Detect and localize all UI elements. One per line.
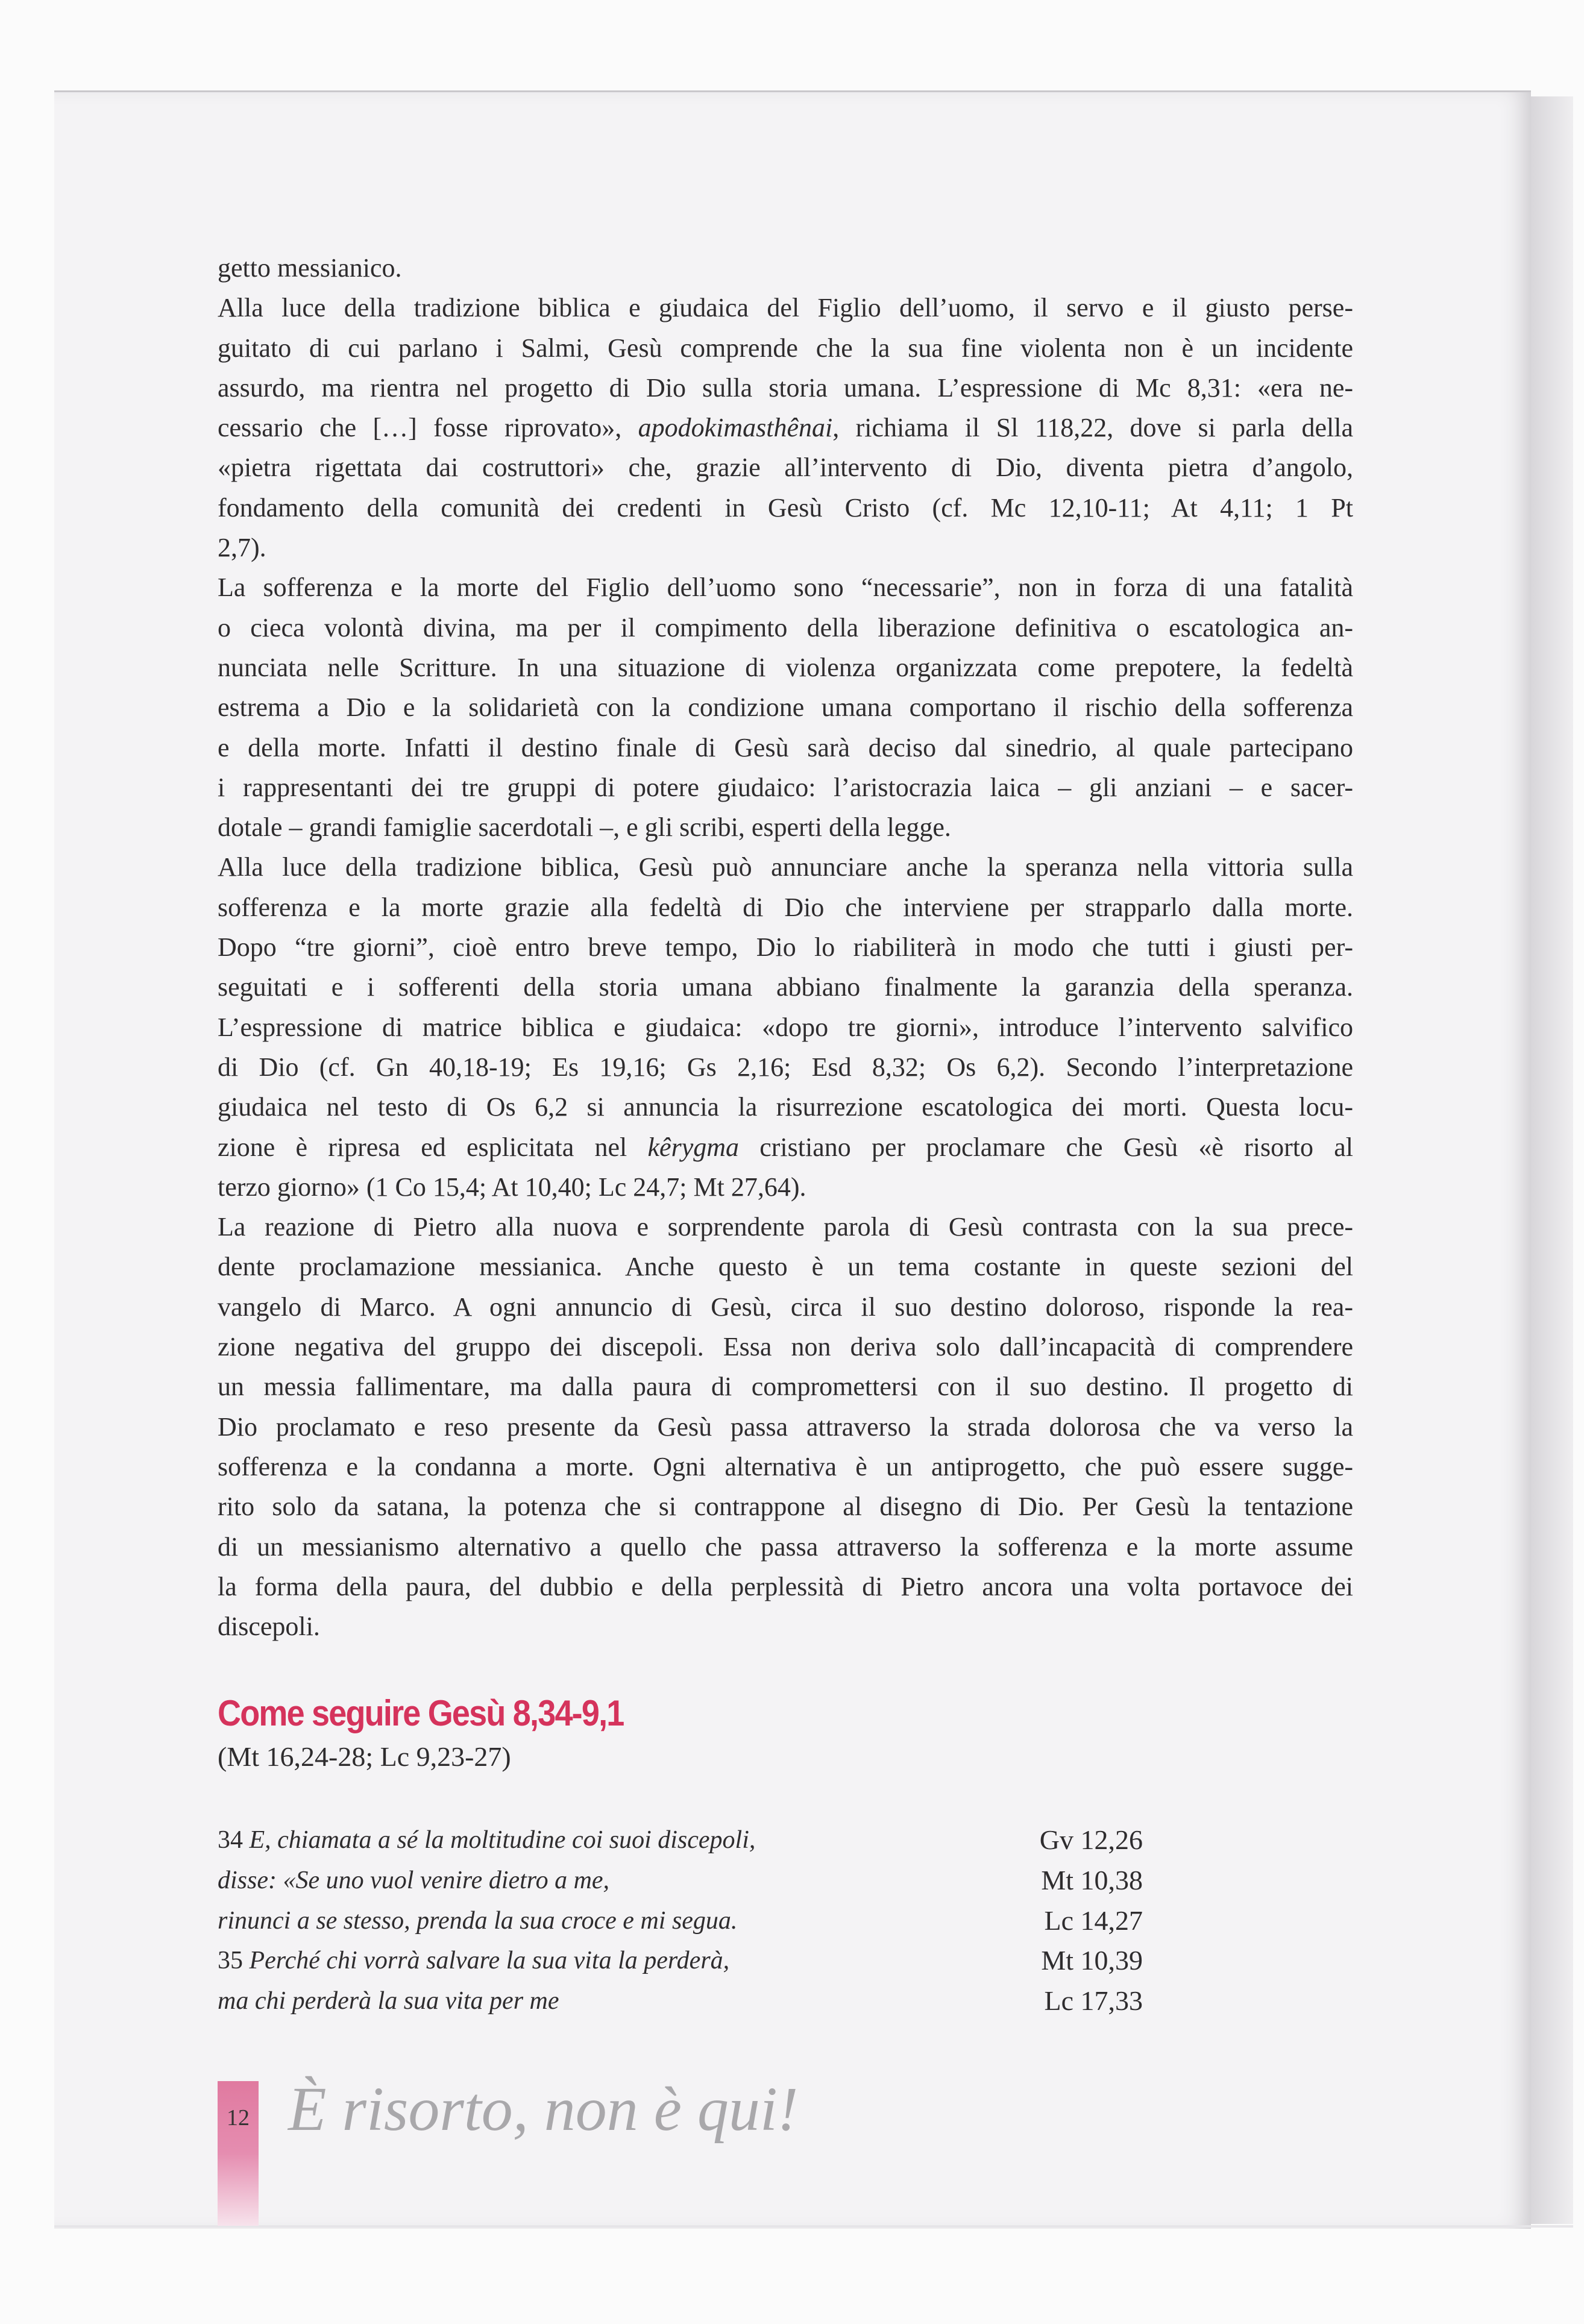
text-run: i rappresentanti dei tre gruppi di potere giudaico: l’aristocrazia laica – gli anziani – e sacer- xyxy=(218,772,1353,802)
verse-text: E, chiamata a sé la moltitudine coi suoi discepoli, xyxy=(249,1826,756,1854)
page-bottom-edge xyxy=(54,2225,1573,2228)
text-line xyxy=(218,1527,1353,1567)
verse-line xyxy=(218,1981,1143,2021)
cross-reference: Lc 17,33 xyxy=(1044,1985,1143,2017)
verse-line xyxy=(218,1941,1143,1981)
verse-number: 34 xyxy=(218,1826,250,1854)
text-line xyxy=(218,1567,1353,1607)
text-line xyxy=(218,408,1353,448)
text-run: di un messianismo alternativo a quello che passa attraverso la sofferenza e la morte assume xyxy=(218,1531,1353,1562)
cross-reference: Mt 10,39 xyxy=(1041,1945,1143,1976)
text-line xyxy=(218,728,1353,768)
body-text xyxy=(218,248,1353,1647)
text-run: terzo giorno» (1 Co 15,4; At 10,40; Lc 24,7; Mt 27,64). xyxy=(218,1172,806,1202)
text-run: nunciata nelle Scritture. In una situazione di violenza organizzata come prepotere, la fedeltà xyxy=(218,652,1353,682)
text-line xyxy=(218,688,1353,727)
text-line xyxy=(218,328,1353,368)
text-line xyxy=(218,847,1353,887)
text-run: un messia fallimentare, ma dalla paura di compromettersi con il suo destino. Il progetto di xyxy=(218,1372,1353,1402)
text-run: di Dio (cf. Gn 40,18-19; Es 19,16; Gs 2,16; Esd 8,32; Os 6,2). Secondo l’interpretazione xyxy=(218,1052,1353,1082)
paragraph xyxy=(218,568,1353,847)
verse-line xyxy=(218,1820,1143,1861)
section-heading: Come seguire Gesù 8,34-9,1 xyxy=(218,1693,624,1733)
verse-line xyxy=(218,1861,1143,1901)
text-line xyxy=(218,1247,1353,1287)
italic-term: apodokimasthênai xyxy=(638,413,833,443)
running-title: È risorto, non è qui! xyxy=(288,2074,799,2144)
text-run: 2,7). xyxy=(218,533,266,563)
text-run: La sofferenza e la morte del Figlio dell’uomo sono “necessarie”, non in forza di una fatalità xyxy=(218,573,1353,603)
text-run: giudaica nel testo di Os 6,2 si annuncia la risurrezione escatologica dei morti. Questa locu- xyxy=(218,1092,1353,1122)
verse-text: disse: «Se uno vuol venire dietro a me, xyxy=(218,1866,610,1894)
text-run: , richiama il Sl 118,22, dove si parla della xyxy=(832,413,1353,443)
text-run: Dio proclamato e reso presente da Gesù passa attraverso la strada dolorosa che va verso la xyxy=(218,1412,1353,1442)
text-run: o cieca volontà divina, ma per il compimento della liberazione definitiva o escatologica an- xyxy=(218,612,1353,642)
cross-reference: Mt 10,38 xyxy=(1041,1864,1143,1895)
text-line xyxy=(218,528,1353,568)
verse-text: ma chi perderà la sua vita per me xyxy=(218,1987,559,2015)
text-line xyxy=(218,1327,1353,1367)
text-run: estrema a Dio e la solidarietà con la condizione umana comportano il rischio della sofferenza xyxy=(218,692,1353,723)
text-line xyxy=(218,1447,1353,1487)
verse-block xyxy=(218,1820,1143,2021)
text-line xyxy=(218,248,1353,288)
paragraph xyxy=(218,1207,1353,1647)
text-run: dente proclamazione messianica. Anche questo è un tema costante in queste sezioni del xyxy=(218,1252,1353,1282)
text-line xyxy=(218,888,1353,928)
text-run: Alla luce della tradizione biblica e giudaica del Figlio dell’uomo, il servo e il giusto perse- xyxy=(218,293,1353,323)
page-number: 12 xyxy=(227,2105,250,2131)
text-line xyxy=(218,648,1353,688)
text-line xyxy=(218,768,1353,808)
text-run: seguitati e i sofferenti della storia umana abbiano finalmente la garanzia della speranza. xyxy=(218,972,1353,1002)
text-run: cessario che […] fosse riprovato», xyxy=(218,413,638,443)
text-line xyxy=(218,1167,1353,1207)
text-run: guitato di cui parlano i Salmi, Gesù comprende che la sua fine violenta non è un incidente xyxy=(218,333,1353,363)
page-number-tab xyxy=(218,2081,259,2226)
text-run: zione è ripresa ed esplicitata nel xyxy=(218,1132,648,1162)
text-run: assurdo, ma rientra nel progetto di Dio sulla storia umana. L’espressione di Mc 8,31: «era ne- xyxy=(218,372,1353,403)
text-run: vangelo di Marco. A ogni annuncio di Gesù, circa il suo destino doloroso, risponde la rea- xyxy=(218,1292,1353,1322)
text-line xyxy=(218,568,1353,608)
verse-text: rinunci a se stesso, prenda la sua croce e mi segua. xyxy=(218,1906,738,1935)
text-line xyxy=(218,288,1353,328)
cross-reference: Gv 12,26 xyxy=(1039,1824,1143,1855)
next-page-edge xyxy=(1531,96,1573,2224)
text-run: cristiano per proclamare che Gesù «è risorto al xyxy=(739,1132,1353,1162)
text-run: discepoli. xyxy=(218,1612,320,1642)
text-line xyxy=(218,1607,1353,1647)
text-line xyxy=(218,608,1353,648)
text-line xyxy=(218,1487,1353,1527)
text-line xyxy=(218,368,1353,408)
text-line xyxy=(218,1367,1353,1407)
verse-text: Perché chi vorrà salvare la sua vita la perderà, xyxy=(249,1947,730,1975)
verse-line xyxy=(218,1901,1143,1941)
text-run: rito solo da satana, la potenza che si contrappone al disegno di Dio. Per Gesù la tentazione xyxy=(218,1492,1353,1522)
text-run: sofferenza e la morte grazie alla fedeltà di Dio che interviene per strapparlo dalla morte. xyxy=(218,892,1353,922)
paragraph xyxy=(218,288,1353,568)
text-run: La reazione di Pietro alla nuova e sorprendente parola di Gesù contrasta con la sua prece- xyxy=(218,1212,1353,1242)
text-line xyxy=(218,1128,1353,1167)
text-run: L’espressione di matrice biblica e giudaica: «dopo tre giorni», introduce l’intervento salvifico xyxy=(218,1012,1353,1042)
parallel-references: (Mt 16,24-28; Lc 9,23-27) xyxy=(218,1741,511,1772)
text-run: fondamento della comunità dei credenti in Gesù Cristo (cf. Mc 12,10-11; At 4,11; 1 Pt xyxy=(218,492,1353,523)
text-run: sofferenza e la condanna a morte. Ogni alternativa è un antiprogetto, che può essere sugge- xyxy=(218,1451,1353,1481)
text-run: Alla luce della tradizione biblica, Gesù può annunciare anche la speranza nella vittoria sulla xyxy=(218,852,1353,882)
text-line xyxy=(218,967,1353,1007)
text-run: dotale – grandi famiglie sacerdotali –, e gli scribi, esperti della legge. xyxy=(218,812,951,843)
text-line xyxy=(218,1008,1353,1047)
text-run: e della morte. Infatti il destino finale di Gesù sarà deciso dal sinedrio, al quale partecipano xyxy=(218,732,1353,762)
text-line xyxy=(218,448,1353,488)
text-run: zione negativa del gruppo dei discepoli. Essa non deriva solo dall’incapacità di comprendere xyxy=(218,1332,1353,1362)
text-line xyxy=(218,1407,1353,1447)
text-run: getto messianico. xyxy=(218,253,402,283)
paragraph xyxy=(218,847,1353,1207)
text-line xyxy=(218,808,1353,847)
text-line xyxy=(218,1207,1353,1247)
text-line xyxy=(218,928,1353,967)
text-run: Dopo “tre giorni”, cioè entro breve tempo, Dio lo riabiliterà in modo che tutti i giusti per- xyxy=(218,932,1353,963)
text-run: «pietra rigettata dai costruttori» che, grazie all’intervento di Dio, diventa pietra d’angolo, xyxy=(218,453,1353,483)
text-line xyxy=(218,1287,1353,1327)
paragraph xyxy=(218,248,1353,288)
text-line xyxy=(218,1047,1353,1087)
text-line xyxy=(218,1087,1353,1127)
text-line xyxy=(218,488,1353,528)
cross-reference: Lc 14,27 xyxy=(1044,1905,1143,1936)
italic-term: kêrygma xyxy=(647,1132,740,1162)
verse-number: 35 xyxy=(218,1947,250,1975)
text-run: la forma della paura, del dubbio e della perplessità di Pietro ancora una volta portavoce dei xyxy=(218,1571,1353,1601)
